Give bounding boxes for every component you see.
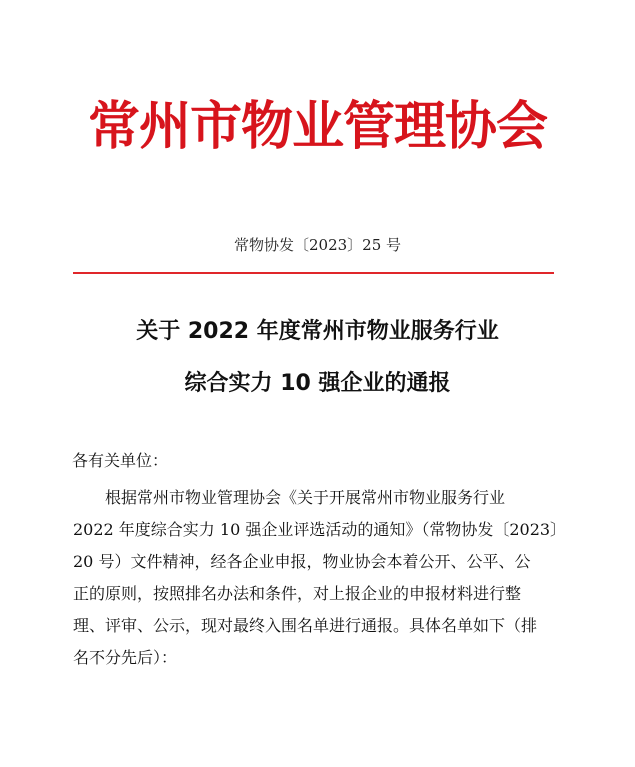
body-line: 20 号）文件精神，经各企业申报，物业协会本着公开、公平、公 (73, 552, 531, 571)
body-line: 理、评审、公示，现对最终入围名单进行通报。具体名单如下（排 (73, 616, 538, 635)
body-line: 名不分先后）： (73, 648, 178, 667)
body-line: 根据常州市物业管理协会《关于开展常州市物业服务行业 (105, 488, 506, 507)
issuing-organization-header: 常州市物业管理协会 (87, 96, 547, 157)
body-paragraph (73, 482, 568, 674)
salutation: 各有关单位： (72, 451, 169, 470)
red-divider-line (73, 272, 554, 274)
body-line: 2022 年度综合实力 10 强企业评选活动的通知》（常物协发〔2023〕 (73, 520, 567, 539)
document-title-line-1: 关于 2022 年度常州市物业服务行业 (136, 319, 499, 344)
document-title-line-2: 综合实力 10 强企业的通报 (184, 371, 451, 396)
document-number: 常物协发〔2023〕25 号 (233, 236, 402, 254)
body-line: 正的原则，按照排名办法和条件，对上报企业的申报材料进行整 (73, 584, 522, 603)
